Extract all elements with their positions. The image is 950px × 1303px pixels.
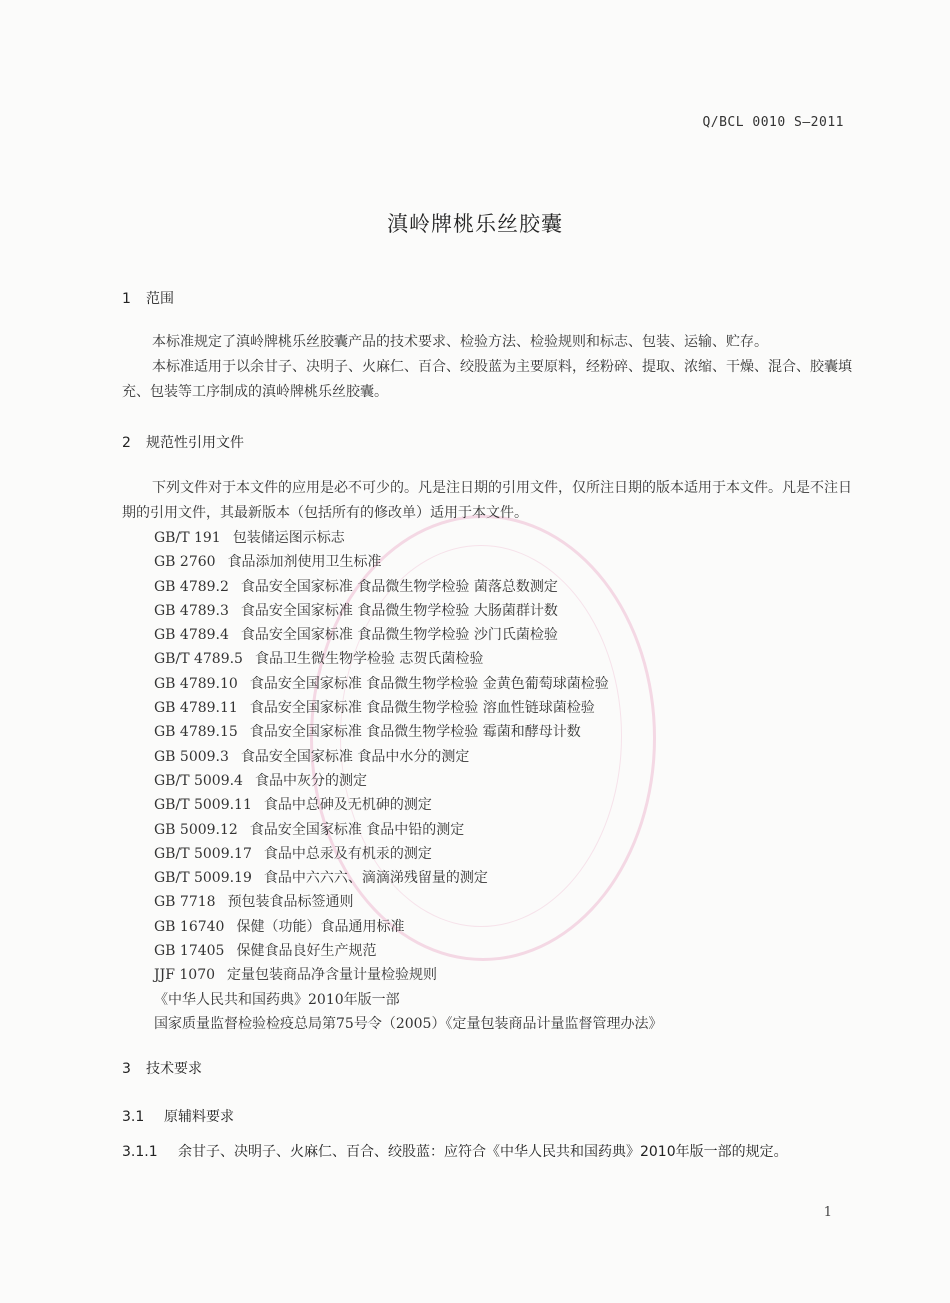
reference-code: GB/T 191 xyxy=(154,530,221,546)
reference-code: GB 4789.4 xyxy=(154,627,229,644)
reference-title: 食品安全国家标准 食品微生物学检验 大肠菌群计数 xyxy=(240,602,558,619)
section-number: 2 xyxy=(122,435,131,451)
reference-code: GB 4789.2 xyxy=(154,578,229,595)
reference-item xyxy=(154,866,662,890)
scope-paragraph-2: 本标准适用于以余甘子、决明子、火麻仁、百合、绞股蓝为主要原料，经粉碎、提取、浓缩、干燥、混合、胶囊填充、包装等工序制成的滇岭牌桃乐丝胶囊。 xyxy=(122,359,852,400)
section-1-heading xyxy=(122,288,174,308)
reference-code: GB 4789.10 xyxy=(154,675,238,692)
reference-item xyxy=(154,769,662,793)
reference-title: 食品中灰分的测定 xyxy=(254,772,367,789)
reference-code: GB 2760 xyxy=(154,554,216,571)
document-code: Q/BCL 0010 S—2011 xyxy=(702,115,844,130)
reference-title: 食品安全国家标准 食品中铅的测定 xyxy=(249,821,465,838)
reference-title: 食品中总砷及无机砷的测定 xyxy=(263,797,432,814)
reference-item xyxy=(154,696,662,720)
reference-item xyxy=(154,793,662,817)
section-number: 3 xyxy=(122,1061,131,1077)
section-title: 范围 xyxy=(146,291,174,307)
reference-item xyxy=(154,988,662,1012)
reference-item xyxy=(154,575,662,599)
reference-code: GB 16740 xyxy=(154,918,225,935)
reference-item xyxy=(154,672,662,696)
reference-title: 保健（功能）食品通用标准 xyxy=(236,918,405,935)
reference-code: GB/T 5009.4 xyxy=(154,772,243,789)
reference-item xyxy=(154,915,662,939)
page-number: 1 xyxy=(823,1205,832,1220)
reference-title: 定量包装商品净含量计量检验规则 xyxy=(227,967,438,984)
scope-paragraph-1: 本标准规定了滇岭牌桃乐丝胶囊产品的技术要求、检验方法、检验规则和标志、包装、运输、贮存。 xyxy=(152,334,768,350)
reference-title: 食品安全国家标准 食品微生物学检验 金黄色葡萄球菌检验 xyxy=(249,675,609,692)
reference-code: GB 7718 xyxy=(154,894,216,911)
reference-code: GB 4789.15 xyxy=(154,724,238,741)
section-title: 规范性引用文件 xyxy=(146,435,244,451)
reference-title: 食品中六六六、滴滴涕残留量的测定 xyxy=(263,870,488,887)
reference-code: GB 17405 xyxy=(154,943,225,960)
reference-item xyxy=(154,818,662,842)
reference-code: GB/T 5009.11 xyxy=(154,797,252,814)
reference-title: 包装储运图示标志 xyxy=(232,530,345,546)
subsection-number: 3.1 xyxy=(122,1109,145,1125)
clause-3-1-1 xyxy=(122,1140,852,1165)
reference-item xyxy=(154,745,662,769)
reference-item xyxy=(154,526,662,550)
reference-code: GB 4789.3 xyxy=(154,602,229,619)
reference-title: 保健食品良好生产规范 xyxy=(236,943,377,960)
reference-item xyxy=(154,720,662,744)
references-intro: 下列文件对于本文件的应用是必不可少的。凡是注日期的引用文件，仅所注日期的版本适用于本文件。凡是不注日期的引用文件，其最新版本（包括所有的修改单）适用于本文件。 xyxy=(122,480,852,521)
reference-item xyxy=(154,842,662,866)
reference-item xyxy=(154,599,662,623)
reference-title: 食品安全国家标准 食品中水分的测定 xyxy=(240,748,470,765)
reference-title: 食品安全国家标准 食品微生物学检验 沙门氏菌检验 xyxy=(240,627,558,644)
section-number: 1 xyxy=(122,291,131,307)
document-title: 滇岭牌桃乐丝胶囊 xyxy=(387,212,563,236)
reference-code: GB/T 5009.17 xyxy=(154,845,252,862)
reference-title: 食品安全国家标准 食品微生物学检验 溶血性链球菌检验 xyxy=(249,700,595,717)
section-2-heading xyxy=(122,432,244,452)
reference-item xyxy=(154,963,662,987)
reference-title: 国家质量监督检验检疫总局第75号令（2005）《定量包装商品计量监督管理办法》 xyxy=(154,1015,663,1032)
reference-item xyxy=(154,1012,662,1036)
reference-title: 预包装食品标签通则 xyxy=(227,894,354,911)
reference-item xyxy=(154,939,662,963)
subsection-title: 原辅料要求 xyxy=(164,1109,234,1125)
reference-code: GB/T 4789.5 xyxy=(154,651,243,668)
reference-title: 食品安全国家标准 食品微生物学检验 菌落总数测定 xyxy=(240,578,558,595)
reference-title: 食品添加剂使用卫生标准 xyxy=(227,554,382,571)
reference-code: JJF 1070 xyxy=(154,967,216,984)
section-3-heading xyxy=(122,1058,202,1078)
reference-title: 《中华人民共和国药典》2010年版一部 xyxy=(154,991,400,1008)
reference-code: GB/T 5009.19 xyxy=(154,870,252,887)
reference-code: GB 5009.12 xyxy=(154,821,238,838)
reference-list xyxy=(154,526,662,1036)
section-title: 技术要求 xyxy=(146,1061,202,1077)
clause-number: 3.1.1 xyxy=(122,1144,158,1160)
reference-title: 食品安全国家标准 食品微生物学检验 霉菌和酵母计数 xyxy=(249,724,581,741)
reference-item xyxy=(154,623,662,647)
subsection-3-1-heading xyxy=(122,1106,234,1126)
reference-item xyxy=(154,890,662,914)
clause-text: 余甘子、决明子、火麻仁、百合、绞股蓝：应符合《中华人民共和国药典》2010年版一部的规定。 xyxy=(178,1144,788,1160)
reference-item xyxy=(154,647,662,671)
reference-item xyxy=(154,550,662,574)
reference-code: GB 4789.11 xyxy=(154,700,238,717)
reference-code: GB 5009.3 xyxy=(154,748,229,765)
reference-title: 食品卫生微生物学检验 志贺氏菌检验 xyxy=(254,651,484,668)
reference-title: 食品中总汞及有机汞的测定 xyxy=(263,845,432,862)
